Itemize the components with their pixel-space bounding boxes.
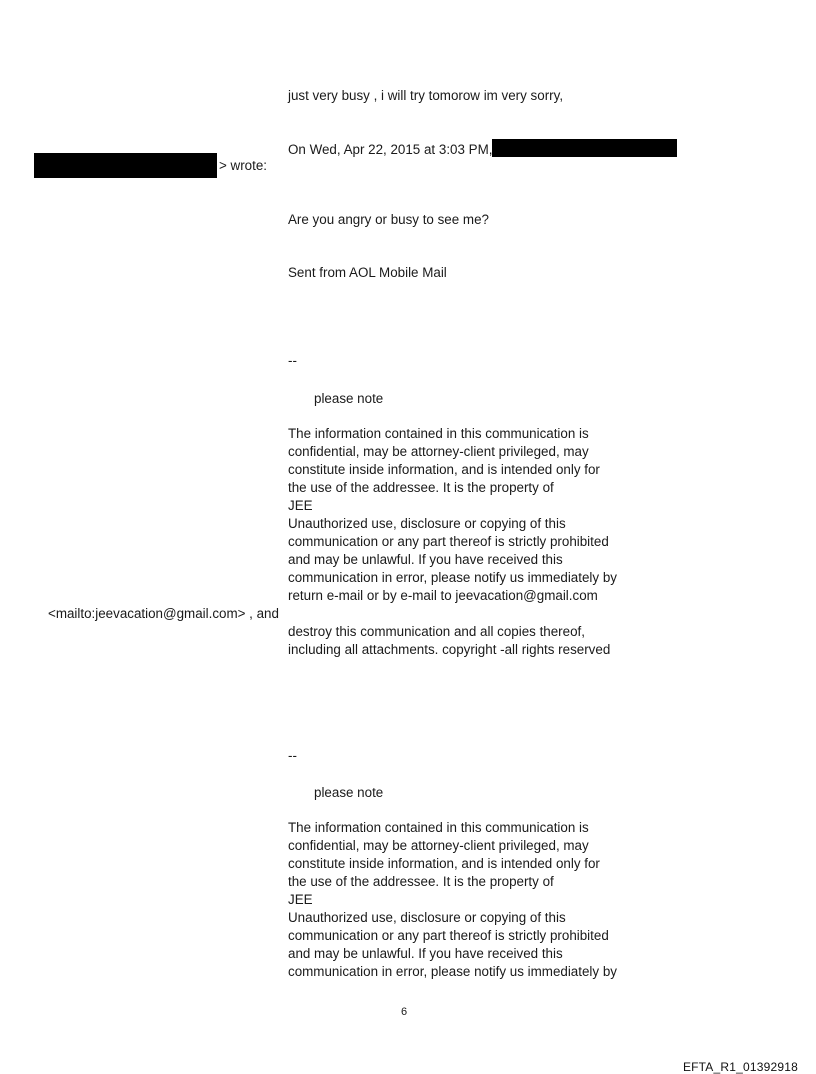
disclaimer-heading: please note (314, 391, 384, 406)
quote-header-suffix: > wrote: (219, 158, 268, 173)
disclaimer-line: Unauthorized use, disclosure or copying of this (288, 910, 566, 925)
quoted-question: Are you angry or busy to see me? (288, 212, 489, 227)
disclaimer-line: and may be unlawful. If you have received this (288, 552, 563, 567)
disclaimer-line: confidential, may be attorney-client privileged, may (288, 838, 589, 853)
redaction-box (34, 153, 217, 178)
disclaimer-tail (288, 623, 648, 659)
disclaimer-line: constitute inside information, and is intended only for (288, 462, 600, 477)
disclaimer-line: and may be unlawful. If you have received this (288, 946, 563, 961)
disclaimer-body (288, 819, 648, 981)
disclaimer-line: the use of the addressee. It is the property of (288, 874, 554, 889)
mailto-link[interactable]: <mailto:jeevacation@gmail.com> , and (48, 606, 279, 621)
disclaimer-line: The information contained in this communication is (288, 426, 589, 441)
disclaimer-line: Unauthorized use, disclosure or copying of this (288, 516, 566, 531)
disclaimer-line: communication or any part thereof is strictly prohibited (288, 534, 609, 549)
disclaimer-line: the use of the addressee. It is the property of (288, 480, 554, 495)
disclaimer-line: The information contained in this communication is (288, 820, 589, 835)
disclaimer-line: communication in error, please notify us immediately by (288, 570, 617, 585)
disclaimer-body (288, 425, 648, 605)
quote-header: On Wed, Apr 22, 2015 at 3:03 PM, (288, 142, 493, 157)
redaction-box (492, 139, 677, 157)
page-number: 6 (401, 1006, 408, 1018)
disclaimer-line: communication in error, please notify us immediately by (288, 964, 617, 979)
disclaimer-line: destroy this communication and all copies thereof, (288, 624, 585, 639)
signature-separator: -- (288, 748, 297, 763)
disclaimer-line: constitute inside information, and is intended only for (288, 856, 600, 871)
disclaimer-line: JEE (288, 498, 313, 513)
disclaimer-line: JEE (288, 892, 313, 907)
disclaimer-line: including all attachments. copyright -all rights reserved (288, 642, 611, 657)
disclaimer-line: communication or any part thereof is strictly prohibited (288, 928, 609, 943)
disclaimer-heading: please note (314, 785, 384, 800)
document-id: EFTA_R1_01392918 (682, 1060, 798, 1074)
signature-separator: -- (288, 353, 297, 368)
mobile-signature: Sent from AOL Mobile Mail (288, 265, 447, 280)
disclaimer-line: confidential, may be attorney-client privileged, may (288, 444, 589, 459)
disclaimer-line: return e-mail or by e-mail to jeevacation@gmail.com (288, 588, 598, 603)
reply-text: just very busy , i will try tomorow im very sorry, (288, 88, 564, 103)
